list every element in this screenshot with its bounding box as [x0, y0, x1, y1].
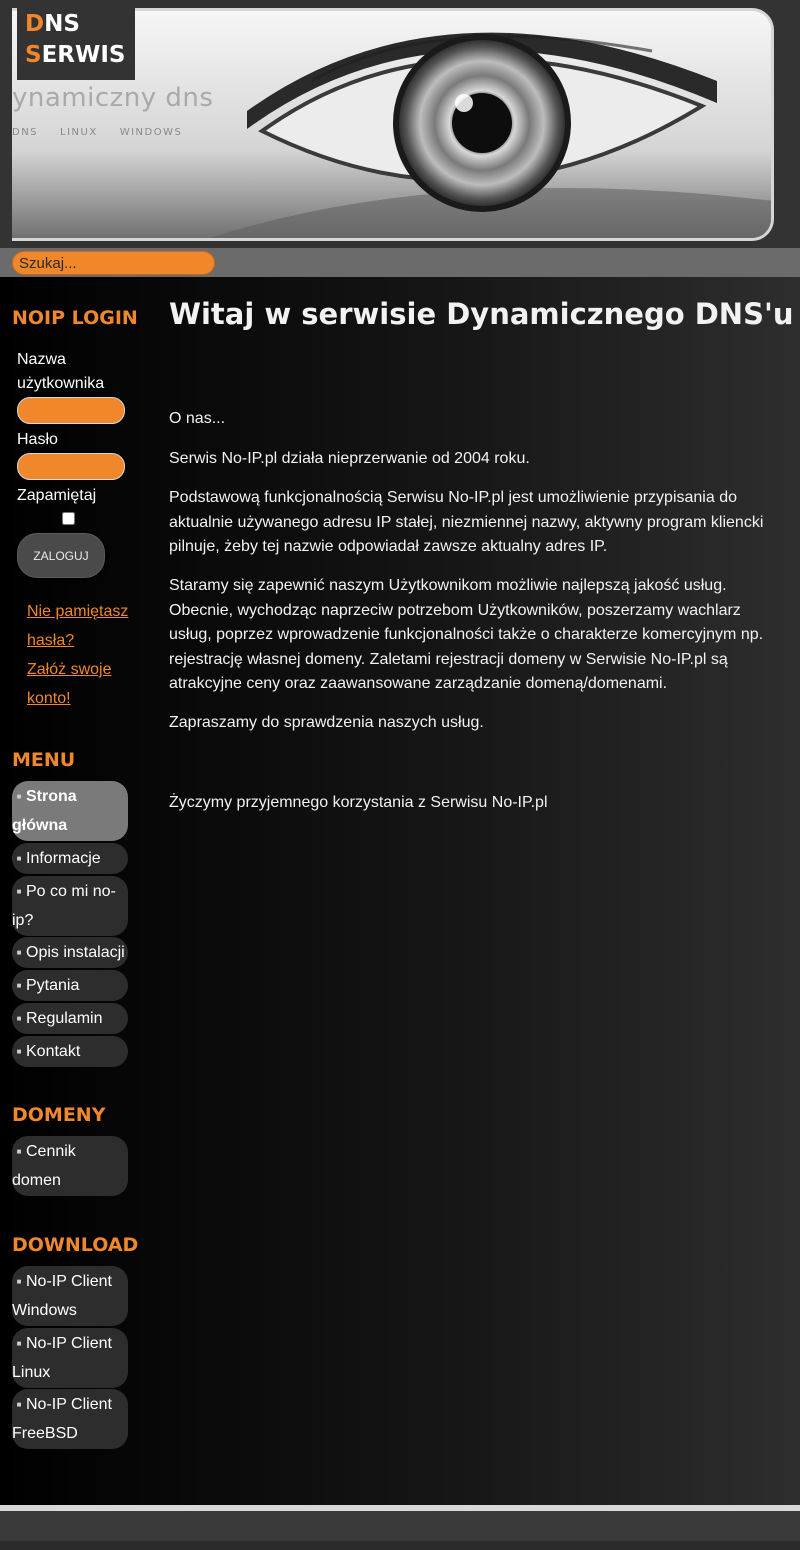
download-item-label: No-IP Client Windows — [12, 1273, 112, 1319]
bullet-icon: ■ — [16, 854, 22, 863]
menu-item-strona-glowna[interactable] — [12, 781, 128, 841]
remember-checkbox[interactable] — [62, 512, 75, 525]
menu-item-label: Cennik domen — [12, 1143, 76, 1189]
menu-heading: MENU — [12, 749, 76, 771]
banner-links — [12, 127, 182, 138]
bullet-icon: ■ — [16, 1147, 22, 1156]
search-input[interactable] — [12, 251, 215, 275]
menu-item-label: Opis instalacji — [26, 944, 125, 961]
paragraph-wishes: Życzymy przyjemnego korzystania z Serwisu No-IP.pl — [169, 794, 548, 811]
logo-erwis: ERWIS — [41, 42, 126, 68]
bullet-icon: ■ — [16, 887, 22, 896]
menu-item-informacje[interactable] — [12, 843, 128, 874]
username-label: Nazwa użytkownika — [17, 351, 105, 392]
menu-item-label: Kontakt — [26, 1043, 81, 1060]
logo-s: S — [25, 42, 42, 68]
banner-link-dns: DNS — [12, 127, 39, 138]
menu-item-opis-instalacji[interactable] — [12, 937, 128, 968]
page-title: Witaj w serwisie Dynamicznego DNS'u — [169, 297, 794, 331]
download-item-label: No-IP Client Linux — [12, 1335, 112, 1381]
bullet-icon: ■ — [16, 1047, 22, 1056]
menu-item-cennik-domen[interactable] — [12, 1136, 128, 1196]
paragraph-since: Serwis No-IP.pl działa nieprzerwanie od 2004 roku. — [169, 450, 530, 467]
menu-item-po-co-mi-no-ip[interactable] — [12, 876, 128, 936]
bullet-icon: ■ — [16, 1014, 22, 1023]
banner-link-windows: WINDOWS — [119, 127, 183, 138]
download-item-windows[interactable] — [12, 1266, 128, 1326]
paragraph-about: O nas... — [169, 410, 226, 427]
download-item-linux[interactable] — [12, 1328, 128, 1388]
banner-tagline: ynamiczny dns — [12, 83, 214, 113]
menu-item-kontakt[interactable] — [12, 1036, 128, 1067]
login-heading: NOIP LOGIN — [12, 307, 138, 329]
menu-item-regulamin[interactable] — [12, 1003, 128, 1034]
login-button[interactable]: ZALOGUJ — [17, 533, 105, 578]
bullet-icon: ■ — [16, 1339, 22, 1348]
banner-link-linux: LINUX — [60, 127, 98, 138]
bullet-icon: ■ — [16, 981, 22, 990]
menu-item-label: Pytania — [26, 977, 80, 994]
paragraph-quality: Staramy się zapewnić naszym Użytkownikom możliwie najlepszą jakość usług. Obecnie, wychodząc naprzeciw potrzebom Użytkowników, poszerzamy wachlarz usług, poprzez wprowadzenie funkcjonalności także o charakterze komercyjnym np. rejestrację własnej domeny. Zaletami rejestracji domeny w Serwisie No-IP.pl są atrakcyjne ceny oraz zaawansowane zarządzanie domeną/domenami. — [169, 577, 764, 692]
forgot-password-link[interactable]: Nie pamiętasz hasła? — [27, 603, 129, 649]
download-item-freebsd[interactable] — [12, 1389, 128, 1449]
footer — [0, 1511, 800, 1541]
download-heading: DOWNLOAD — [12, 1234, 139, 1256]
username-input[interactable] — [17, 397, 125, 424]
menu-item-label: Strona główna — [12, 788, 77, 834]
bullet-icon: ■ — [16, 1400, 22, 1409]
menu-item-label: Regulamin — [26, 1010, 103, 1027]
logo-d: D — [25, 11, 45, 37]
footer-bottom — [0, 1541, 800, 1550]
bullet-icon: ■ — [16, 792, 22, 801]
paragraph-invite: Zapraszamy do sprawdzenia naszych usług. — [169, 714, 484, 731]
register-link[interactable]: Załóż swoje konto! — [27, 661, 112, 707]
menu-item-pytania[interactable] — [12, 970, 128, 1001]
menu-item-label: Po co mi no-ip? — [12, 883, 116, 929]
domains-heading: DOMENY — [12, 1104, 106, 1126]
password-label: Hasło — [17, 431, 58, 448]
bullet-icon: ■ — [16, 1277, 22, 1286]
remember-label: Zapamiętaj — [17, 487, 97, 504]
main-area — [0, 277, 800, 1505]
site-logo[interactable] — [17, 6, 135, 80]
download-item-label: No-IP Client FreeBSD — [12, 1396, 112, 1442]
header — [0, 0, 800, 248]
bullet-icon: ■ — [16, 948, 22, 957]
logo-ns: NS — [44, 11, 80, 37]
paragraph-functionality: Podstawową funkcjonalnością Serwisu No-IP.pl jest umożliwienie przypisania do aktualnie używanego adresu IP stałej, niezmiennej nazwy, aktywny program kliencki pilnuje, żeby tej nazwie odpowiadał zawsze aktualny adres IP. — [169, 489, 764, 555]
menu-item-label: Informacje — [26, 850, 101, 867]
search-bar — [0, 248, 800, 277]
password-input[interactable] — [17, 453, 125, 480]
